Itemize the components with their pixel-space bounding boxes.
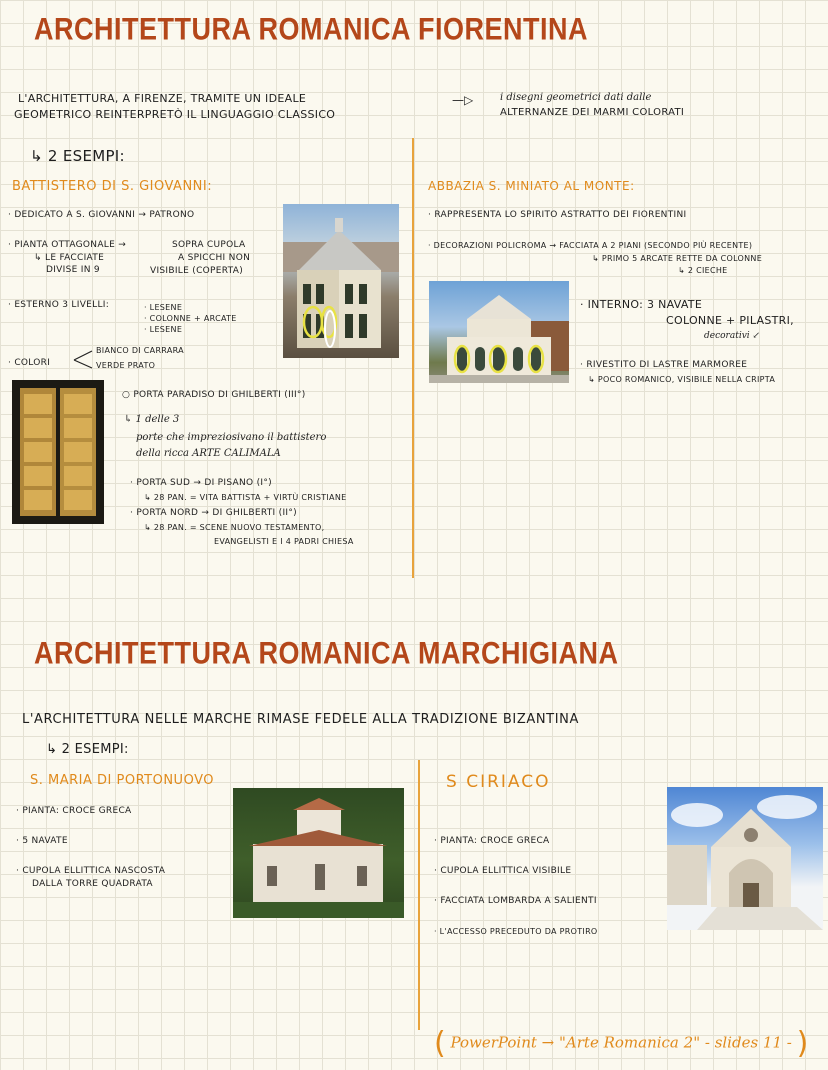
column-divider-1 (412, 138, 414, 578)
intro-line-2: GEOMETRICO REINTERPRETÒ IL LINGUAGGIO CLASSICO (14, 108, 336, 121)
section-title-marchigiana: ARCHITETTURA ROMANICA MARCHIGIANA (34, 636, 619, 671)
portonuovo-navate: · 5 NAVATE (16, 836, 68, 846)
porta-sud: · PORTA SUD → DI PISANO (I°) (130, 478, 272, 488)
section-title-fiorentina: ARCHITETTURA ROMANICA FIORENTINA (34, 12, 588, 47)
battistero-illustration (283, 204, 399, 358)
porta-nord: · PORTA NORD → DI GHILBERTI (II°) (130, 508, 297, 518)
porta-delle-3: ↳ 1 delle 3 (124, 414, 180, 425)
abbazia-heading: ABBAZIA S. MINIATO AL MONTE: (428, 179, 635, 193)
ciriaco-facciata: · FACCIATA LOMBARDA A SALIENTI (434, 896, 597, 906)
intro-right-line-1: i disegni geometrici dati dalle (500, 92, 652, 103)
battistero-facciate: ↳ LE FACCIATE (34, 253, 105, 263)
porta-paradiso: ○ PORTA PARADISO DI GHILBERTI (III°) (122, 390, 306, 400)
battistero-livello-1: · LESENE (144, 303, 183, 312)
porte-desc-2: della ricca ARTE CALIMALA (136, 448, 281, 459)
abbazia-interno-1: · INTERNO: 3 NAVATE (580, 298, 703, 311)
colori-branch-icon (72, 348, 96, 372)
abbazia-primo: ↳ PRIMO 5 ARCATE RETTE DA COLONNE (592, 254, 763, 263)
reference-text: PowerPoint → "Arte Romanica 2" - slides 11 - (450, 1033, 792, 1052)
marche-intro: L'ARCHITETTURA NELLE MARCHE RIMASE FEDELE ALLA TRADIZIONE BIZANTINA (22, 712, 579, 727)
porta-nord-desc-2: EVANGELISTI E I 4 PADRI CHIESA (214, 537, 354, 546)
powerpoint-reference (434, 1026, 808, 1061)
portonuovo-heading: S. MARIA DI PORTONUOVO (30, 773, 214, 788)
abbazia-interno-2: COLONNE + PILASTRI, (666, 314, 794, 327)
battistero-livello-2: · COLONNE + ARCATE (144, 314, 237, 323)
abbazia-rivestito: · RIVESTITO DI LASTRE MARMOREE (580, 360, 748, 370)
ciriaco-illustration (667, 787, 823, 930)
battistero-esterno: · ESTERNO 3 LIVELLI: (8, 300, 110, 310)
intro-line-1: L'ARCHITETTURA, A FIRENZE, TRAMITE UN IDEALE (18, 92, 307, 105)
abbazia-rappresenta: · RAPPRESENTA LO SPIRITO ASTRATTO DEI FIORENTINI (428, 210, 687, 220)
colori-bianco: BIANCO DI CARRARA (96, 346, 184, 355)
porte-desc-1: porte che impreziosivano il battistero (136, 432, 327, 443)
abbazia-poco: ↳ POCO ROMANICO, VISIBILE NELLA CRIPTA (588, 375, 776, 384)
reference-open-paren: ( (434, 1026, 446, 1061)
battistero-heading: BATTISTERO DI S. GIOVANNI: (12, 179, 213, 194)
ciriaco-cupola: · CUPOLA ELLITTICA VISIBILE (434, 866, 572, 876)
battistero-divise: DIVISE IN 9 (46, 265, 100, 275)
colori-verde: VERDE PRATO (96, 361, 156, 370)
intro-arrow-icon: —▷ (452, 93, 474, 107)
abbazia-decorazioni: · DECORAZIONI POLICROMA → FACCIATA A 2 PIANI (SECONDO PIÙ RECENTE) (428, 241, 753, 250)
examples-label-1: ↳ 2 ESEMPI: (30, 147, 125, 165)
reference-close-paren: ) (796, 1026, 809, 1061)
portonuovo-photo (233, 788, 404, 918)
battistero-pianta: · PIANTA OTTAGONALE → (8, 240, 127, 250)
battistero-photo (283, 204, 399, 358)
porta-sud-desc: ↳ 28 PAN. = VITA BATTISTA + VIRTÙ CRISTIANE (144, 493, 347, 502)
porta-illustration (12, 380, 104, 524)
battistero-dedicato: · DEDICATO A S. GIOVANNI → PATRONO (8, 210, 195, 220)
portonuovo-cupola-1: · CUPOLA ELLITTICA NASCOSTA (16, 866, 166, 876)
battistero-cupola-3: VISIBILE (COPERTA) (150, 266, 244, 276)
ciriaco-pianta: · PIANTA: CROCE GRECA (434, 836, 550, 846)
ciriaco-heading: S CIRIACO (446, 772, 551, 792)
intro-right-line-2: ALTERNANZE DEI MARMI COLORATI (500, 107, 685, 118)
battistero-cupola-2: A SPICCHI NON (178, 253, 251, 263)
porta-paradiso-photo (12, 380, 104, 524)
battistero-livello-3: · LESENE (144, 325, 183, 334)
porta-nord-desc-1: ↳ 28 PAN. = SCENE NUOVO TESTAMENTO, (144, 523, 325, 532)
abbazia-illustration (429, 281, 569, 383)
portonuovo-illustration (233, 788, 404, 918)
ciriaco-accesso: · L'ACCESSO PRECEDUTO DA PROTIRO (434, 927, 598, 936)
abbazia-photo (429, 281, 569, 383)
examples-label-2: ↳ 2 ESEMPI: (46, 742, 129, 757)
abbazia-cieche: ↳ 2 CIECHE (678, 266, 728, 275)
abbazia-decorativi: decorativi ↙ (704, 331, 761, 341)
ciriaco-photo (667, 787, 823, 930)
portonuovo-pianta: · PIANTA: CROCE GRECA (16, 806, 132, 816)
column-divider-2 (418, 760, 420, 1030)
portonuovo-cupola-2: DALLA TORRE QUADRATA (32, 879, 153, 889)
battistero-cupola-1: SOPRA CUPOLA (172, 240, 246, 250)
battistero-colori: · COLORI (8, 358, 51, 368)
